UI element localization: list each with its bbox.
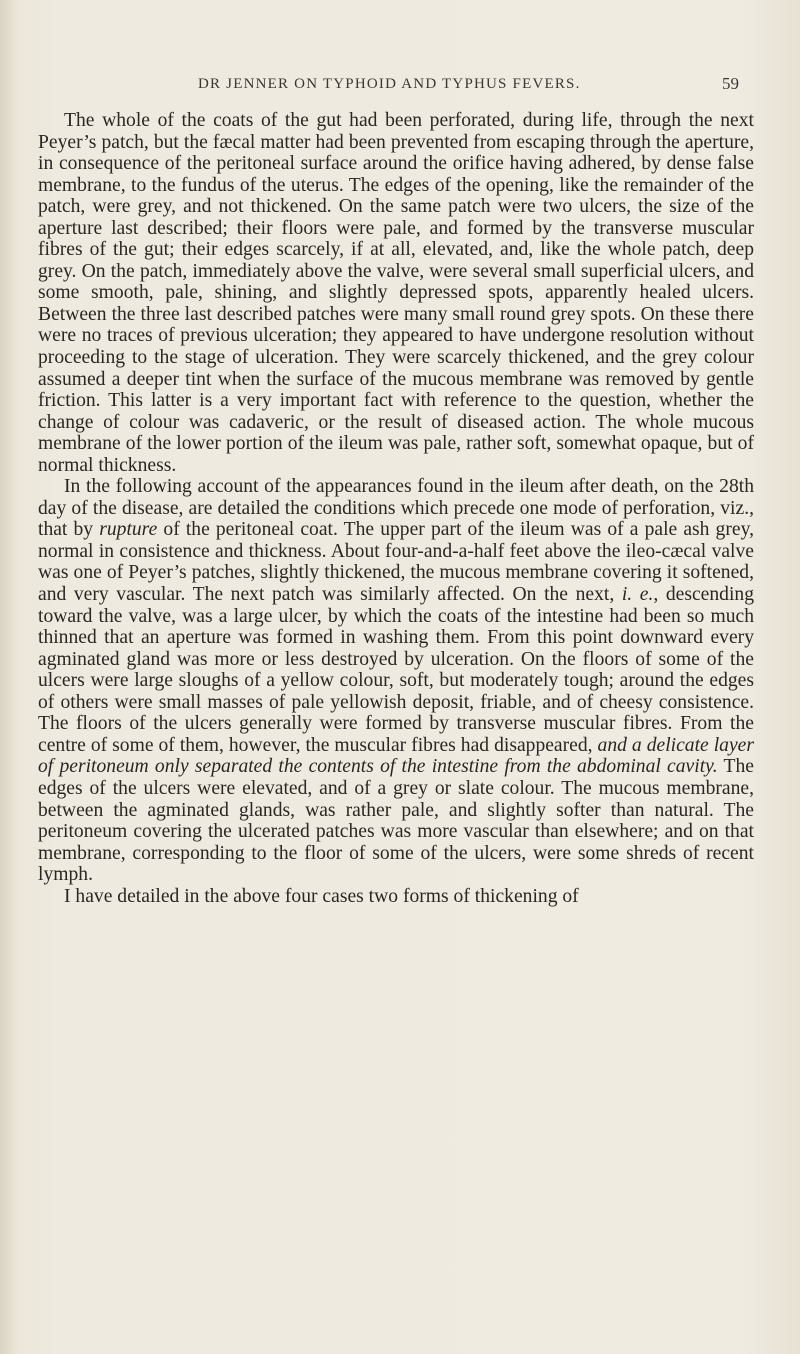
italic-run: and a delicate layer of peritoneum only separated the contents of the intestine from the abdominal cavity.: [38, 734, 754, 778]
paragraph-2: [38, 476, 754, 885]
page-number: 59: [722, 74, 739, 93]
text-run: The edges of the ulcers were elevated, and of a grey or slate colour. The mucous membrane, between the agminated glands, was rather pale, and slightly softer than natural. The peritoneum covering the ulcerated patches was more vascular than elsewhere; and on that membrane, corresponding to the floor of some of the ulcers, were some shreds of recent lymph.: [38, 756, 754, 886]
paragraph-1: [38, 110, 754, 476]
body-text: [38, 110, 754, 907]
text-run: In the following account of the appearances found in the ileum after death, on the 28th day of the disease, are detailed the conditions which precede one mode of perforation, viz., that by: [38, 476, 754, 541]
text-run: I have detailed in the above four cases two forms of thickening of: [64, 885, 579, 907]
paragraph-3: [38, 886, 754, 908]
italic-run: i. e.: [621, 584, 654, 606]
text-run: of the peritoneal coat. The upper part of the ileum was of a pale ash grey, normal in consistence and thickness. About four-and-a-half feet above the ileo-cæcal valve was one of Peyer’s patches, slightly thickened, the mucous membrane covering it softened, and very vascular. The next patch was similarly affected. On the next,: [38, 519, 755, 606]
running-header: DR JENNER ON TYPHOID AND TYPHUS FEVERS.: [198, 76, 581, 92]
text-run: The whole of the coats of the gut had been perforated, during life, through the next Peyer’s patch, but the fæcal matter had been prevented from escaping through the aperture, in consequence of the peritoneal surface around the orifice having adhered, by dense false membrane, to the fundus of the uterus. The edges of the opening, like the remainder of the patch, were grey, and not thickened. On the same patch were two ulcers, the size of the aperture last described; their floors were pale, and formed by the transverse muscular fibres of the gut; their edges scarcely, if at all, elevated, and, like the whole patch, deep grey. On the patch, immediately above the valve, were several small superficial ulcers, and some smooth, pale, shining, and slightly depressed spots, apparently healed ulcers. Between the three last described patches were many small round grey spots. On these there were no traces of previous ulceration; they appeared to have undergone resolution without proceeding to the stage of ulceration. They were scarcely thickened, and the grey colour assumed a deeper tint when the surface of the mucous membrane was removed by gentle friction. This latter is a very important fact with reference to the question, whether the change of colour was cadaveric, or the result of diseased action. The whole mucous membrane of the lower portion of the ileum was pale, rather soft, somewhat opaque, but of normal thickness.: [38, 110, 754, 476]
italic-run: rupture: [99, 519, 158, 541]
text-run: , descending toward the valve, was a large ulcer, by which the coats of the intestine had been so much thinned that an aperture was formed in washing them. From this point downward every agminated gland was more or less destroyed by ulceration. On the floors of some of the ulcers were large sloughs of a yellow colour, soft, but moderately tough; around the edges of others were small masses of pale yellowish deposit, friable, and of cheesy consistence. The floors of the ulcers generally were formed by transverse muscular fibres. From the centre of some of them, however, the muscular fibres had disappeared,: [38, 584, 754, 756]
